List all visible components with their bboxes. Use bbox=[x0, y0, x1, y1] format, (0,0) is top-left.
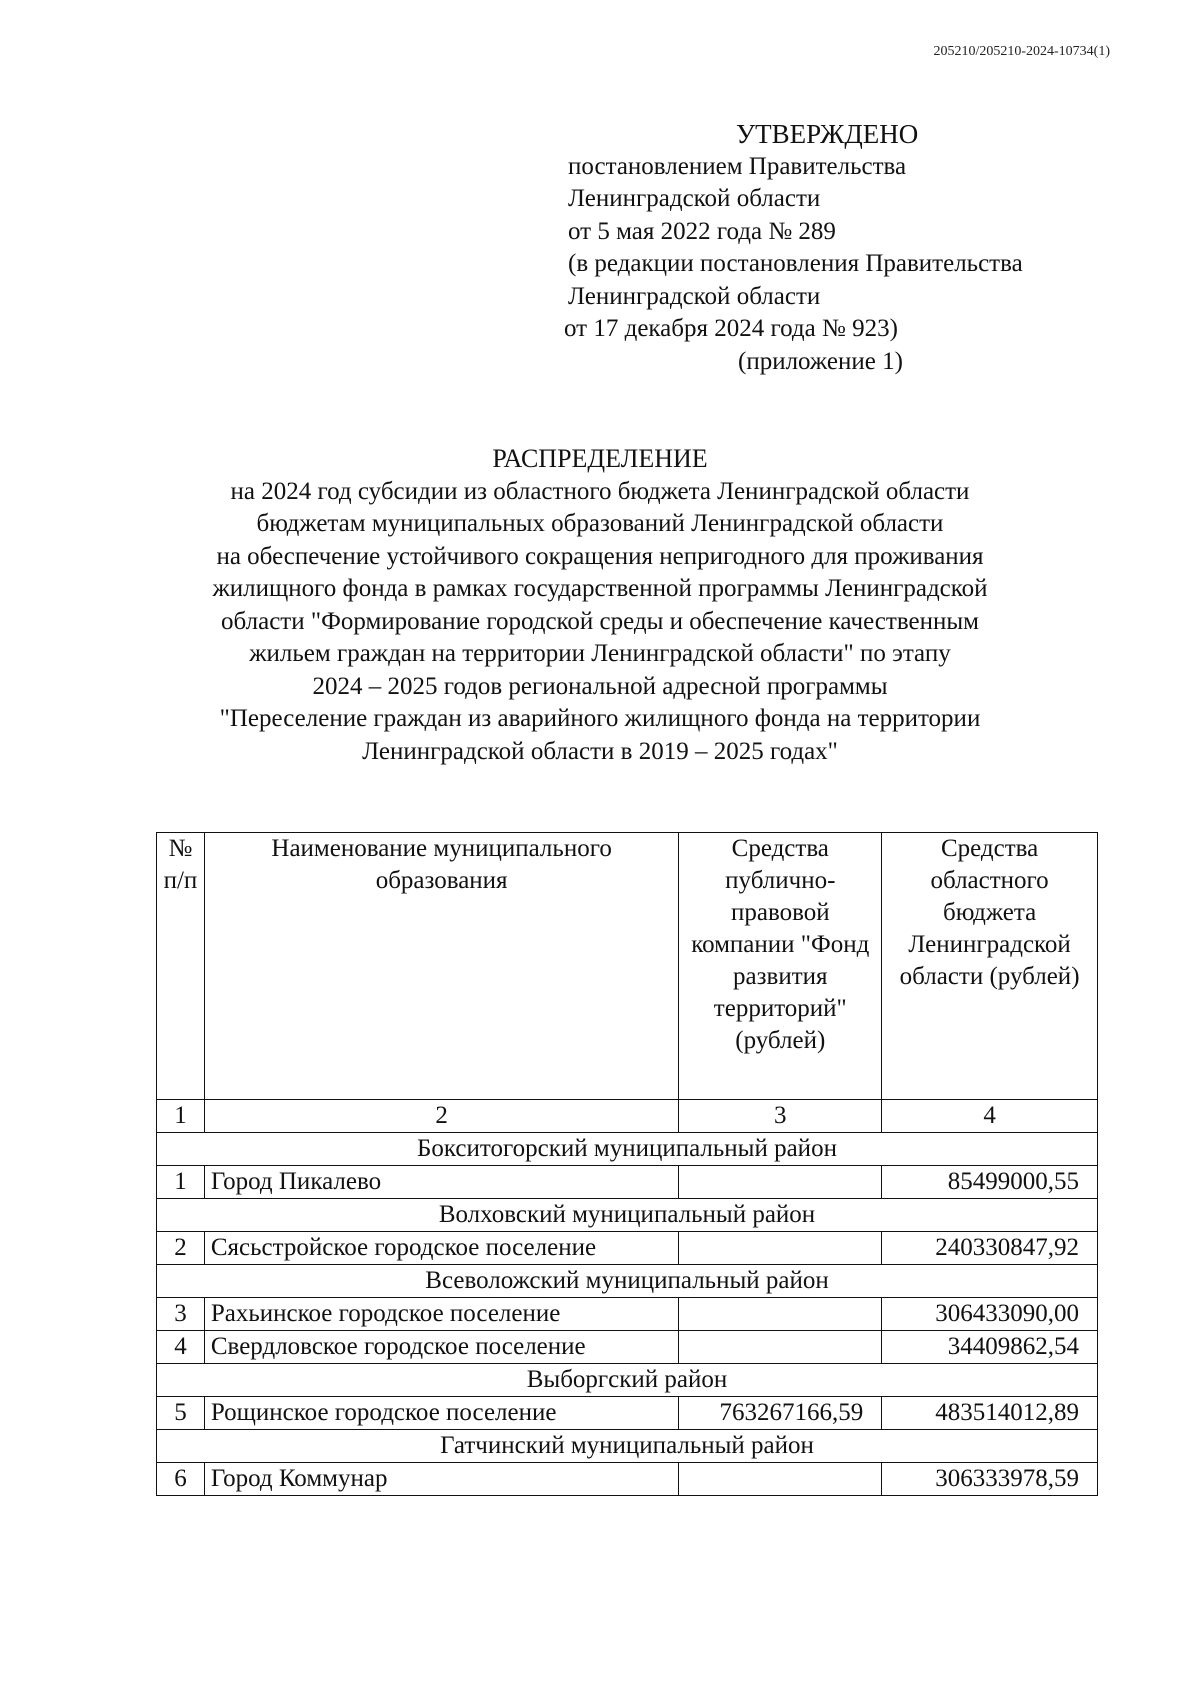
approval-line: (в редакции постановления Правительства bbox=[568, 250, 1023, 277]
header-number: № п/п bbox=[157, 833, 205, 1100]
budget-amount: 85499000,55 bbox=[882, 1166, 1098, 1199]
document-title bbox=[150, 443, 1050, 768]
title-line: Ленинградской области в 2019 – 2025 годах" bbox=[362, 737, 838, 765]
fund-amount bbox=[679, 1463, 882, 1496]
row-number: 3 bbox=[157, 1298, 205, 1331]
header-municipality: Наименование муниципального образования bbox=[204, 833, 679, 1100]
table-row bbox=[157, 1298, 1098, 1331]
municipality-name: Город Коммунар bbox=[204, 1463, 679, 1496]
row-number: 6 bbox=[157, 1463, 205, 1496]
title-line: на 2024 год субсидии из областного бюджета Ленинградской области bbox=[230, 477, 970, 505]
budget-amount: 34409862,54 bbox=[882, 1331, 1098, 1364]
fund-amount bbox=[679, 1298, 882, 1331]
municipality-name: Рахьинское городское поселение bbox=[204, 1298, 679, 1331]
column-number: 1 bbox=[157, 1100, 205, 1133]
municipality-name: Рощинское городское поселение bbox=[204, 1397, 679, 1430]
district-name: Волховский муниципальный район bbox=[157, 1199, 1098, 1232]
table-header-row bbox=[157, 833, 1098, 1100]
table-row bbox=[157, 1331, 1098, 1364]
municipality-name: Свердловское городское поселение bbox=[204, 1331, 679, 1364]
appendix-label: (приложение 1) bbox=[738, 347, 903, 375]
title-line: "Переселение граждан из аварийного жилищного фонда на территории bbox=[219, 705, 981, 732]
title-line: на обеспечение устойчивого сокращения непригодного для проживания bbox=[216, 542, 984, 570]
district-name: Бокситогорский муниципальный район bbox=[157, 1133, 1098, 1166]
approval-line: от 5 мая 2022 года № 289 bbox=[568, 217, 836, 245]
column-number: 3 bbox=[679, 1100, 882, 1133]
fund-amount bbox=[679, 1331, 882, 1364]
table-row bbox=[157, 1166, 1098, 1199]
district-row bbox=[157, 1265, 1098, 1298]
title-heading: РАСПРЕДЕЛЕНИЕ bbox=[492, 444, 708, 473]
budget-amount: 306433090,00 bbox=[882, 1298, 1098, 1331]
table-row bbox=[157, 1463, 1098, 1496]
row-number: 1 bbox=[157, 1166, 205, 1199]
fund-amount: 763267166,59 bbox=[679, 1397, 882, 1430]
district-row bbox=[157, 1430, 1098, 1463]
column-number: 4 bbox=[882, 1100, 1098, 1133]
approval-line: Ленинградской области bbox=[568, 185, 821, 212]
municipality-name: Сясьстройское городское поселение bbox=[204, 1232, 679, 1265]
row-number: 4 bbox=[157, 1331, 205, 1364]
district-row bbox=[157, 1199, 1098, 1232]
title-line: бюджетам муниципальных образований Ленинградской области bbox=[256, 510, 944, 537]
budget-amount: 240330847,92 bbox=[882, 1232, 1098, 1265]
title-line: области "Формирование городской среды и обеспечение качественным bbox=[221, 607, 979, 635]
district-name: Всеволожский муниципальный район bbox=[157, 1265, 1098, 1298]
district-row bbox=[157, 1133, 1098, 1166]
approval-line: Ленинградской области bbox=[568, 282, 821, 310]
budget-amount: 483514012,89 bbox=[882, 1397, 1098, 1430]
fund-amount bbox=[679, 1232, 882, 1265]
table-row bbox=[157, 1397, 1098, 1430]
approval-line: постановлением Правительства bbox=[568, 152, 907, 180]
document-id: 205210/205210-2024-10734(1) bbox=[933, 44, 1110, 59]
column-number: 2 bbox=[204, 1100, 679, 1133]
budget-amount: 306333978,59 bbox=[882, 1463, 1098, 1496]
district-name: Гатчинский муниципальный район bbox=[157, 1430, 1098, 1463]
title-line: 2024 – 2025 годов региональной адресной программы bbox=[312, 672, 888, 700]
row-number: 2 bbox=[157, 1232, 205, 1265]
row-number: 5 bbox=[157, 1397, 205, 1430]
header-budget: Средства областного бюджета Ленинградской области (рублей) bbox=[882, 833, 1098, 1100]
title-line: жилищного фонда в рамках государственной программы Ленинградской bbox=[212, 575, 988, 602]
approval-line: от 17 декабря 2024 года № 923) bbox=[564, 315, 898, 342]
approval-heading: УТВЕРЖДЕНО bbox=[736, 119, 919, 149]
distribution-table bbox=[156, 832, 1098, 1496]
title-line: жильем граждан на территории Ленинградской области" по этапу bbox=[249, 640, 951, 667]
column-numbers-row bbox=[157, 1100, 1098, 1133]
header-fund: Средства публично-правовой компании "Фонд развития территорий" (рублей) bbox=[679, 833, 882, 1100]
district-row bbox=[157, 1364, 1098, 1397]
table-row bbox=[157, 1232, 1098, 1265]
fund-amount bbox=[679, 1166, 882, 1199]
district-name: Выборгский район bbox=[157, 1364, 1098, 1397]
municipality-name: Город Пикалево bbox=[204, 1166, 679, 1199]
approval-stamp bbox=[564, 118, 1023, 378]
